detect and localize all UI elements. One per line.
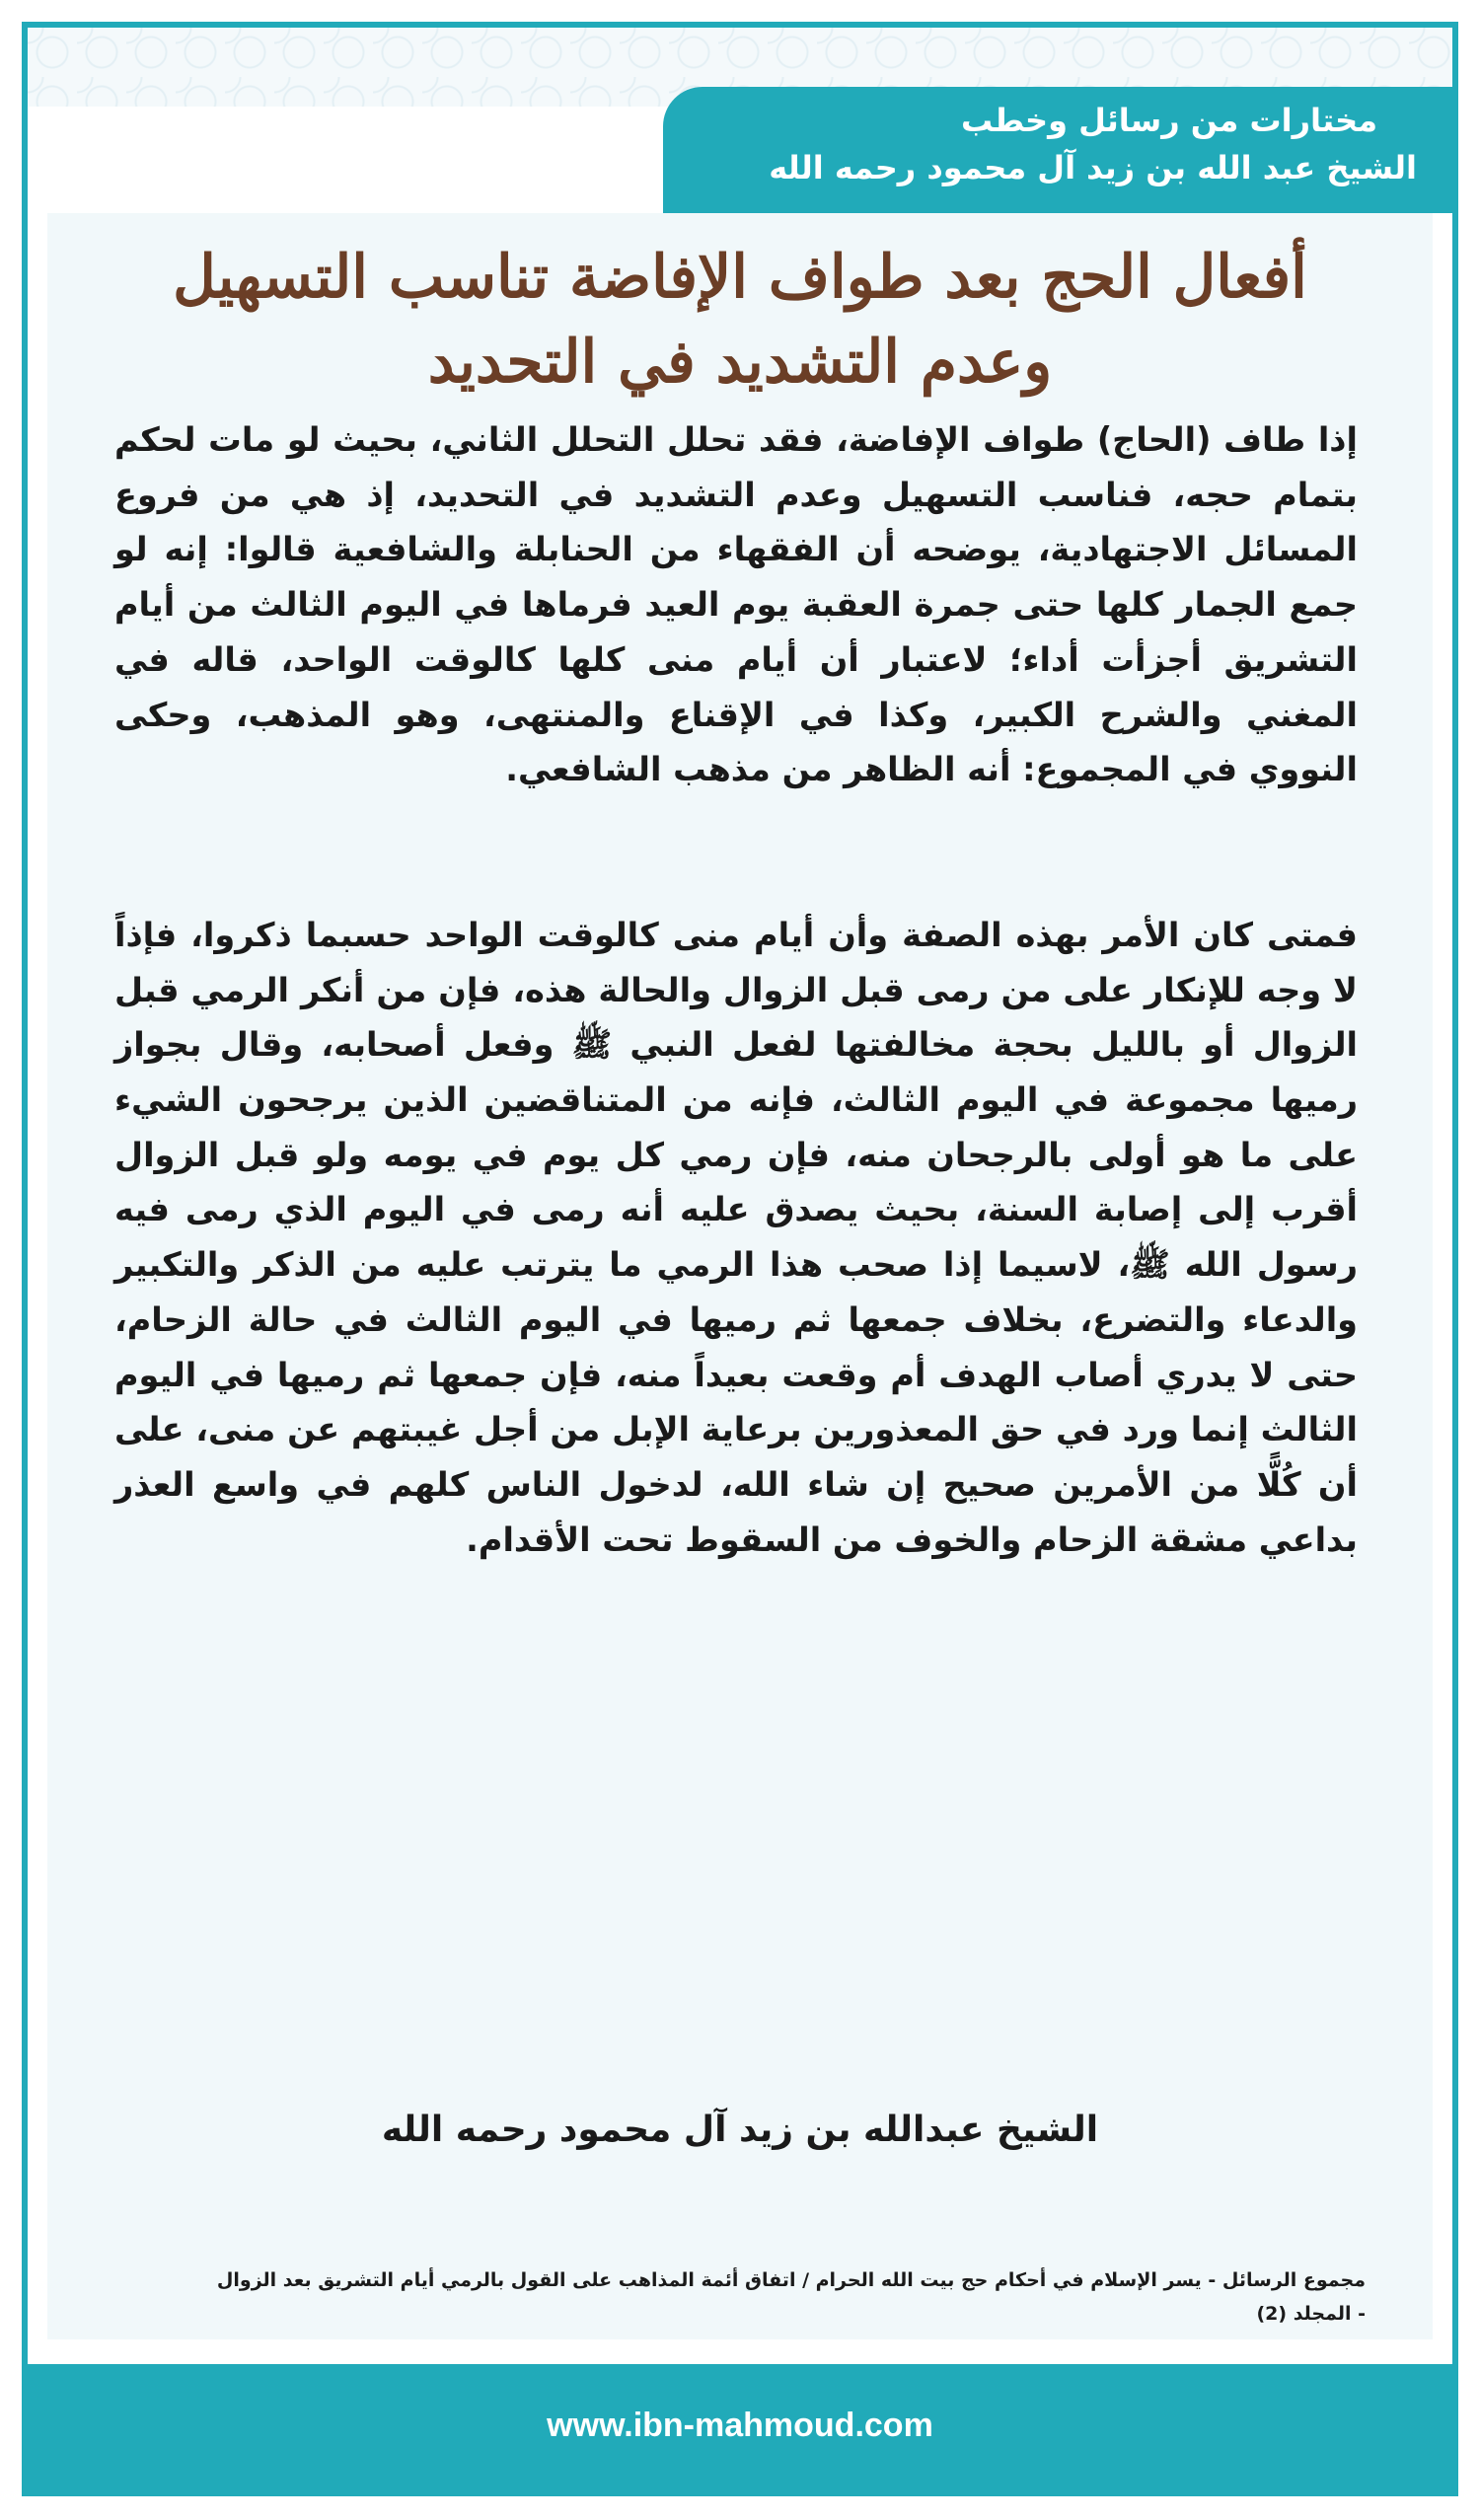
source-reference-line2: - المجلد (2) [1256,2303,1366,2325]
article-title-line2: وعدم التشديد في التحديد [427,328,1053,397]
article-paragraph-2: فمتى كان الأمر بهذه الصفة وأن أيام منى كالوقت الواحد حسبما ذكروا، فإذاً لا وجه للإنكار على من رمى قبل الزوال والحالة هذه، فإن من أنكر الرمي قبل الزوال أو بالليل بحجة مخالفتها لفعل النبي ﷺ وفعل أصحابه، وقال بجواز رميها مجموعة في اليوم الثالث، فإنه من المتناقضين الذين يرجحون الشيء على ما هو أولى بالرجحان منه، فإن رمي كل يوم في يومه ولو قبل الزوال أقرب إلى إصابة السنة، بحيث يصدق عليه أنه رمى في اليوم الذي رمى فيه رسول الله ﷺ، لاسيما إذا صحب هذا الرمي ما يترتب عليه من الذكر والتكبير والدعاء والتضرع، بخلاف جمعها ثم رميها في اليوم الثالث في حالة الزحام، حتى لا يدري أصاب الهدف أم وقعت بعيداً منه، فإن جمعها ثم رميها في اليوم الثالث إنما ورد في حق المعذورين برعاية الإبل من أجل غيبتهم عن منى، على أن كُلًّا من الأمرين صحيح إن شاء الله، لدخول الناس كلهم في واسع العذر بداعي مشقة الزحام والخوف من السقوط تحت الأقدام. [114,915,1358,1559]
article-title [47,235,1433,405]
source-reference [97,2263,1366,2331]
header [769,97,1417,191]
header-series-title: مختارات من رسائل وخطب [960,102,1377,139]
author-signature: الشيخ عبدالله بن زيد آل محمود رحمه الله [381,2110,1099,2150]
header-author: الشيخ عبد الله بن زيد آل محمود رحمه الله [769,149,1417,186]
article-title-line1: أفعال الحج بعد طواف الإفاضة تناسب التسهيل [173,243,1307,312]
article-body [114,412,1358,1567]
website-link[interactable]: www.ibn-mahmoud.com [547,2407,933,2444]
source-reference-line1: مجموع الرسائل - يسر الإسلام في أحكام حج بيت الله الحرام / اتفاق أئمة المذاهب على القول بالرمي أيام التشريق بعد الزوال [216,2269,1366,2291]
article-panel [47,213,1433,2339]
card-frame [22,22,1458,2496]
article-paragraph-1: إذا طاف (الحاج) طواف الإفاضة، فقد تحلل التحلل الثاني، بحيث لو مات لحكم بتمام حجه، فناسب التسهيل وعدم التشديد في التحديد، إذ هي من فروع المسائل الاجتهادية، يوضحه أن الفقهاء من الحنابلة والشافعية قالوا: إنه لو جمع الجمار كلها حتى جمرة العقبة يوم العيد فرماها في اليوم الثالث من أيام التشريق أجزأت أداء؛ لاعتبار أن أيام منى كلها كالوقت الواحد، قاله في المغني والشرح الكبير، وكذا في الإقناع والمنتهى، وهو المذهب، وحكى النووي في المجموع: أنه الظاهر من مذهب الشافعي. [114,420,1358,789]
footer-band [28,2364,1452,2490]
